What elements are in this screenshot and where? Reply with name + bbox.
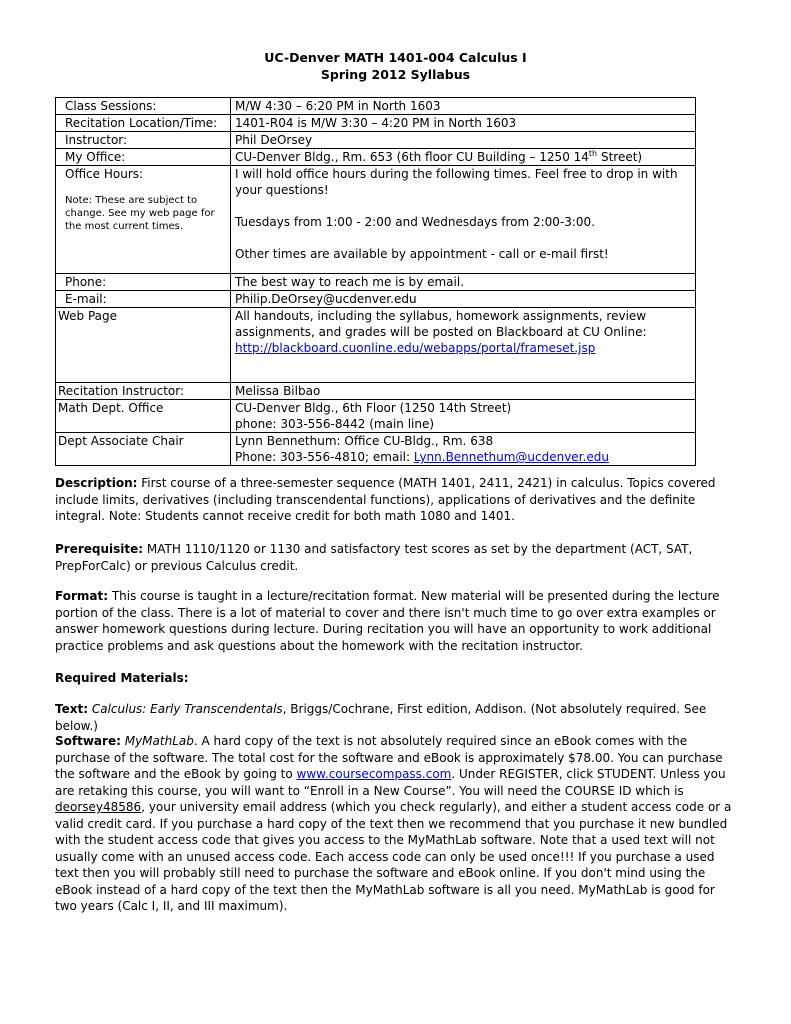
label-office: My Office: [56, 149, 231, 166]
math-dept-line1: CU-Denver Bldg., 6th Floor (1250 14th Street) [235, 401, 512, 415]
row-dept-chair [56, 433, 696, 466]
description-text: First course of a three-semester sequence (MATH 1401, 2411, 2421) in calculus. Topics covered include limits, derivatives (including transcendental functions), applications of derivatives and the definite integral. Note: Students cannot receive credit for both math 1080 and 1401. [55, 476, 716, 523]
textbook-details: , Briggs/Cochrane, First edition, Addison. (Not absolutely required. See below.) [55, 702, 707, 733]
value-office [231, 149, 696, 166]
label-dept-chair: Dept Associate Chair [56, 433, 231, 466]
office-hours-label: Office Hours: [65, 167, 144, 181]
format-section [55, 588, 735, 654]
row-phone [56, 274, 696, 291]
row-web-page [56, 308, 696, 383]
math-dept-line2: phone: 303-556-8442 (main line) [235, 417, 435, 431]
row-office [56, 149, 696, 166]
label-recitation-instructor: Recitation Instructor: [56, 383, 231, 400]
office-sup: th [588, 149, 598, 158]
value-office-hours [231, 166, 696, 274]
row-recitation-instructor [56, 383, 696, 400]
software-section [55, 733, 735, 915]
row-recitation [56, 115, 696, 132]
value-recitation-instructor: Melissa Bilbao [231, 383, 696, 400]
software-name: MyMathLab [124, 734, 194, 748]
office-hours-line3: Other times are available by appointment - call or e-mail first! [235, 247, 609, 261]
label-instructor: Instructor: [56, 132, 231, 149]
blackboard-link[interactable]: http://blackboard.cuonline.edu/webapps/portal/frameset.jsp [235, 341, 596, 355]
label-recitation: Recitation Location/Time: [56, 115, 231, 132]
label-math-dept: Math Dept. Office [56, 400, 231, 433]
software-text-3: , your university email address (which you check regularly), and either a student access code or a valid credit card. If you purchase a hard copy of the text then we recommend that you purchase it new bundled with the student access code that gives you access to the MyMathLab software. Note that a used text will not usually come with an unused access code. Each access code can only be used once!!! If you purchase a used text then you will probably still need to purchase the software and eBook online. If you don't mind using the eBook instead of a hard copy of the text then the MyMathLab software is all you need. MyMathLab is good for two years (Calc I, II, and III maximum). [55, 800, 732, 913]
value-dept-chair [231, 433, 696, 466]
label-phone: Phone: [56, 274, 231, 291]
text-section [55, 701, 735, 734]
value-instructor: Phil DeOrsey [231, 132, 696, 149]
value-recitation: 1401-R04 is M/W 3:30 – 4:20 PM in North 1603 [231, 115, 696, 132]
label-web-page: Web Page [56, 308, 231, 383]
row-office-hours [56, 166, 696, 274]
text-heading: Text: [55, 702, 89, 716]
textbook-title: Calculus: Early Transcendentals [91, 702, 283, 716]
dept-chair-line2 [235, 449, 691, 465]
semester-title: Spring 2012 Syllabus [320, 67, 471, 82]
coursecompass-link[interactable]: www.coursecompass.com [296, 767, 452, 781]
description-heading: Description: [55, 476, 138, 490]
prerequisite-section [55, 541, 735, 574]
software-heading: Software: [55, 734, 121, 748]
description-section [55, 475, 735, 525]
web-page-text: All handouts, including the syllabus, homework assignments, review assignments, and grades will be posted on Blackboard at CU Online: [235, 309, 647, 339]
office-text-end: Street) [597, 150, 643, 164]
course-id: deorsey48586 [55, 800, 142, 814]
value-math-dept [231, 400, 696, 433]
value-phone: The best way to reach me is by email. [231, 274, 696, 291]
course-title: UC-Denver MATH 1401-004 Calculus I [264, 50, 527, 65]
format-text: This course is taught in a lecture/recitation format. New material will be presented during the lecture portion of the class. There is a lot of material to cover and there isn't much time to go over extra examples or answer homework questions during lecture. During recitation you will have an opportunity to work additional practice problems and ask questions about the homework with the recitation instructor. [55, 589, 720, 653]
value-web-page [231, 308, 696, 383]
row-email [56, 291, 696, 308]
value-email: Philip.DeOrsey@ucdenver.edu [231, 291, 696, 308]
label-class-sessions: Class Sessions: [56, 98, 231, 115]
row-math-dept [56, 400, 696, 433]
office-hours-note: Note: These are subject to change. See my web page for the most current times. [65, 195, 215, 232]
chair-email-link[interactable]: Lynn.Bennethum@ucdenver.edu [413, 450, 609, 464]
office-hours-line2: Tuesdays from 1:00 - 2:00 and Wednesdays from 2:00-3:00. [235, 215, 596, 229]
office-hours-line1: I will hold office hours during the following times. Feel free to drop in with your questions! [235, 167, 678, 197]
label-office-hours [56, 166, 231, 274]
required-materials-heading: Required Materials: [55, 671, 189, 685]
value-class-sessions: M/W 4:30 – 6:20 PM in North 1603 [231, 98, 696, 115]
row-instructor [56, 132, 696, 149]
software-text-1: . A hard copy of the text is not absolutely required since an eBook comes with the purchase of the software. The total cost for the software and eBook is approximately $78.00. You can purchase the software and the eBook by going to [55, 734, 723, 781]
prerequisite-heading: Prerequisite: [55, 542, 144, 556]
label-email: E-mail: [56, 291, 231, 308]
office-text: CU-Denver Bldg., Rm. 653 (6th floor CU Building – 1250 14 [235, 150, 589, 164]
course-info-table [55, 97, 696, 466]
dept-chair-line1: Lynn Bennethum: Office CU-Bldg., Rm. 638 [235, 434, 494, 448]
dept-chair-phone: Phone: 303-556-4810; email: [235, 450, 414, 464]
row-class-sessions [56, 98, 696, 115]
software-text-2: . Under REGISTER, click STUDENT. Unless you are retaking this course, you will want to “Enroll in a New Course”. You will need the COURSE ID which is [55, 767, 726, 798]
format-heading: Format: [55, 589, 109, 603]
prerequisite-text: MATH 1110/1120 or 1130 and satisfactory test scores as set by the department (ACT, SAT, PrepForCalc) or previous Calculus credit. [55, 542, 693, 573]
